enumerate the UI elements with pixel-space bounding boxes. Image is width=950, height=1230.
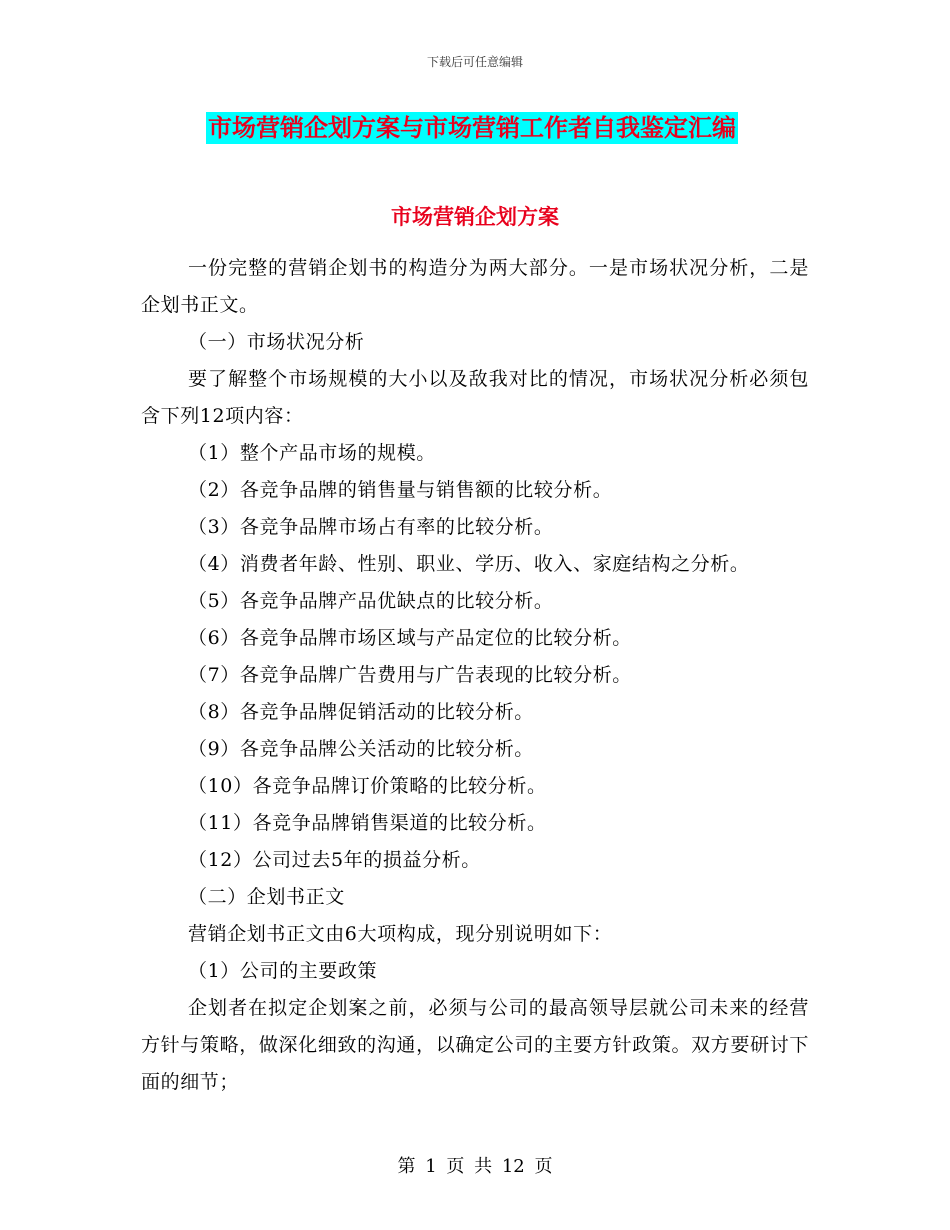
paragraph-market-analysis: 要了解整个市场规模的大小以及敌我对比的情况，市场状况分析必须包含下列12项内容： — [141, 368, 809, 427]
list-item: （4）消费者年龄、性别、职业、学历、收入、家庭结构之分析。 — [188, 553, 750, 575]
page-footer: 第 1 页 共 12 页 — [397, 1156, 553, 1177]
list-item: （5）各竞争品牌产品优缺点的比较分析。 — [188, 590, 554, 612]
list-item: （1）整个产品市场的规模。 — [188, 442, 436, 464]
paragraph-proposal-intro: 营销企划书正文由6大项构成，现分别说明如下： — [188, 923, 613, 945]
subheading-main-policy: （1）公司的主要政策 — [188, 960, 378, 982]
section-title: 市场营销企划方案 — [391, 204, 559, 229]
document-body — [141, 250, 809, 1101]
heading-proposal-body: （二）企划书正文 — [188, 886, 345, 908]
list-item: （10）各竞争品牌订价策略的比较分析。 — [188, 775, 547, 797]
list-item: （2）各竞争品牌的销售量与销售额的比较分析。 — [188, 479, 613, 501]
list-item: （9）各竞争品牌公关活动的比较分析。 — [188, 738, 534, 760]
heading-market-analysis: （一）市场状况分析 — [188, 331, 365, 353]
document-main-title: 市场营销企划方案与市场营销工作者自我鉴定汇编 — [208, 113, 736, 142]
list-item: （12）公司过去5年的损益分析。 — [188, 849, 481, 871]
list-item: （6）各竞争品牌市场区域与产品定位的比较分析。 — [188, 627, 632, 649]
paragraph-main-policy: 企划者在拟定企划案之前，必须与公司的最高领导层就公司未来的经营方针与策略，做深化细致的沟通，以确定公司的主要方针政策。双方要研讨下面的细节； — [141, 997, 809, 1093]
list-item: （8）各竞争品牌促销活动的比较分析。 — [188, 701, 534, 723]
main-title-wrap — [206, 112, 738, 144]
header-note: 下载后可任意编辑 — [426, 55, 523, 69]
list-item: （11）各竞争品牌销售渠道的比较分析。 — [188, 812, 547, 834]
paragraph-intro: 一份完整的营销企划书的构造分为两大部分。一是市场状况分析，二是企划书正文。 — [141, 257, 809, 316]
list-item: （7）各竞争品牌广告费用与广告表现的比较分析。 — [188, 664, 632, 686]
list-item: （3）各竞争品牌市场占有率的比较分析。 — [188, 516, 554, 538]
